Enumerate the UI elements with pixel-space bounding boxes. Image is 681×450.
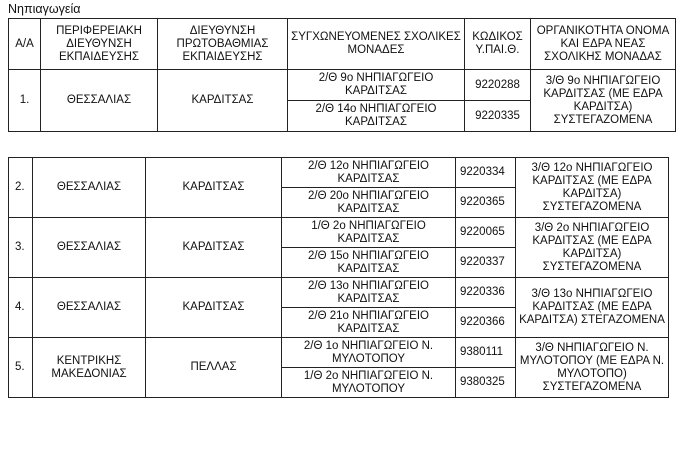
row-result: 3/Θ 12ο ΝΗΠΙΑΓΩΓΕΙΟ ΚΑΡΔΙΤΣΑΣ (ΜΕ ΕΔΡΑ ΚΑΡΔΙΤΣΑ) ΣΥΣΤΕΓΑΖΟΜΕΝΑ (516, 158, 669, 218)
row-region: ΘΕΣΣΑΛΙΑΣ (33, 218, 146, 278)
unit-code: 9220334 (456, 158, 516, 188)
unit-name: 2/Θ 14ο ΝΗΠΙΑΓΩΓΕΙΟ ΚΑΡΔΙΤΣΑΣ (288, 101, 465, 132)
unit-code: 9380111 (456, 338, 516, 368)
row-directorate: ΚΑΡΔΙΤΣΑΣ (146, 218, 282, 278)
unit-code: 9220335 (465, 101, 531, 132)
unit-name: 2/Θ 9ο ΝΗΠΙΑΓΩΓΕΙΟ ΚΑΡΔΙΤΣΑΣ (288, 70, 465, 101)
row-region: ΘΕΣΣΑΛΙΑΣ (41, 70, 158, 132)
unit-name: 2/Θ 20ο ΝΗΠΙΑΓΩΓΕΙΟ ΚΑΡΔΙΤΣΑΣ (282, 188, 456, 218)
row-directorate: ΚΑΡΔΙΤΣΑΣ (158, 70, 288, 132)
table-second (8, 157, 669, 398)
page-caption: Νηπιαγωγεία (8, 2, 81, 16)
table-row (9, 338, 669, 368)
table-row (9, 70, 676, 101)
header-result: ΟΡΓΑΝΙΚΟΤΗΤΑ ΟΝΟΜΑ ΚΑΙ ΕΔΡΑ ΝΕΑΣ ΣΧΟΛΙΚΗΣ ΜΟΝΑΔΑΣ (531, 19, 676, 70)
row-number: 2. (9, 158, 33, 218)
unit-name: 2/Θ 12ο ΝΗΠΙΑΓΩΓΕΙΟ ΚΑΡΔΙΤΣΑΣ (282, 158, 456, 188)
row-directorate: ΚΑΡΔΙΤΣΑΣ (146, 278, 282, 338)
row-result: 3/Θ 2ο ΝΗΠΙΑΓΩΓΕΙΟ ΚΑΡΔΙΤΣΑΣ (ΜΕ ΕΔΡΑ ΚΑΡΔΙΤΣΑ) ΣΥΣΤΕΓΑΖΟΜΕΝΑ (516, 218, 669, 278)
row-region: ΘΕΣΣΑΛΙΑΣ (33, 278, 146, 338)
row-directorate: ΚΑΡΔΙΤΣΑΣ (146, 158, 282, 218)
unit-name: 2/Θ 21ο ΝΗΠΙΑΓΩΓΕΙΟ ΚΑΡΔΙΤΣΑΣ (282, 308, 456, 338)
row-region: ΘΕΣΣΑΛΙΑΣ (33, 158, 146, 218)
row-result: 3/Θ 13ο ΝΗΠΙΑΓΩΓΕΙΟ ΚΑΡΔΙΤΣΑΣ (ΜΕ ΕΔΡΑ ΚΑΡΔΙΤΣΑ) ΣΤΕΓΑΖΟΜΕΝΑ (516, 278, 669, 338)
header-units: ΣΥΓΧΩΝΕΥΟΜΕΝΕΣ ΣΧΟΛΙΚΕΣ ΜΟΝΑΔΕΣ (288, 19, 465, 70)
row-number: 5. (9, 338, 33, 398)
unit-code: 9220065 (456, 218, 516, 248)
unit-name: 1/Θ 2ο ΝΗΠΙΑΓΩΓΕΙΟ Ν. ΜΥΛΟΤΟΠΟΥ (282, 368, 456, 398)
header-region: ΠΕΡΙΦΕΡΕΙΑΚΗ ΔΙΕΥΘΥΝΣΗ ΕΚΠΑΙΔΕΥΣΗΣ (41, 19, 158, 70)
unit-name: 2/Θ 13ο ΝΗΠΙΑΓΩΓΕΙΟ ΚΑΡΔΙΤΣΑΣ (282, 278, 456, 308)
unit-name: 2/Θ 15ο ΝΗΠΙΑΓΩΓΕΙΟ ΚΑΡΔΙΤΣΑΣ (282, 248, 456, 278)
row-result: 3/Θ ΝΗΠΙΑΓΩΓΕΙΟ Ν. ΜΥΛΟΤΟΠΟΥ (ΜΕ ΕΔΡΑ Ν. ΜΥΛΟΤΟΠΟ) ΣΥΣΤΕΓΑΖΟΜΕΝΑ (516, 338, 669, 398)
table-header-row (9, 19, 676, 70)
table-row (9, 158, 669, 188)
header-aa: Α/Α (9, 19, 41, 70)
table-row (9, 218, 669, 248)
header-code: ΚΩΔΙΚΟΣ Υ.ΠΑΙ.Θ. (465, 19, 531, 70)
row-number: 1. (9, 70, 41, 132)
table-first (8, 18, 676, 132)
row-region: ΚΕΝΤΡΙΚΗΣ ΜΑΚΕΔΟΝΙΑΣ (33, 338, 146, 398)
row-number: 4. (9, 278, 33, 338)
unit-name: 2/Θ 1ο ΝΗΠΙΑΓΩΓΕΙΟ Ν. ΜΥΛΟΤΟΠΟΥ (282, 338, 456, 368)
unit-name: 1/Θ 2ο ΝΗΠΙΑΓΩΓΕΙΟ ΚΑΡΔΙΤΣΑΣ (282, 218, 456, 248)
table-row (9, 278, 669, 308)
row-result: 3/Θ 9ο ΝΗΠΙΑΓΩΓΕΙΟ ΚΑΡΔΙΤΣΑΣ (ΜΕ ΕΔΡΑ ΚΑΡΔΙΤΣΑ) ΣΥΣΤΕΓΑΖΟΜΕΝΑ (531, 70, 676, 132)
unit-code: 9220337 (456, 248, 516, 278)
unit-code: 9220365 (456, 188, 516, 218)
unit-code: 9220288 (465, 70, 531, 101)
header-directorate: ΔΙΕΥΘΥΝΣΗ ΠΡΩΤΟΒΑΘΜΙΑΣ ΕΚΠΑΙΔΕΥΣΗΣ (158, 19, 288, 70)
unit-code: 9220366 (456, 308, 516, 338)
row-number: 3. (9, 218, 33, 278)
row-directorate: ΠΕΛΛΑΣ (146, 338, 282, 398)
unit-code: 9220336 (456, 278, 516, 308)
unit-code: 9380325 (456, 368, 516, 398)
